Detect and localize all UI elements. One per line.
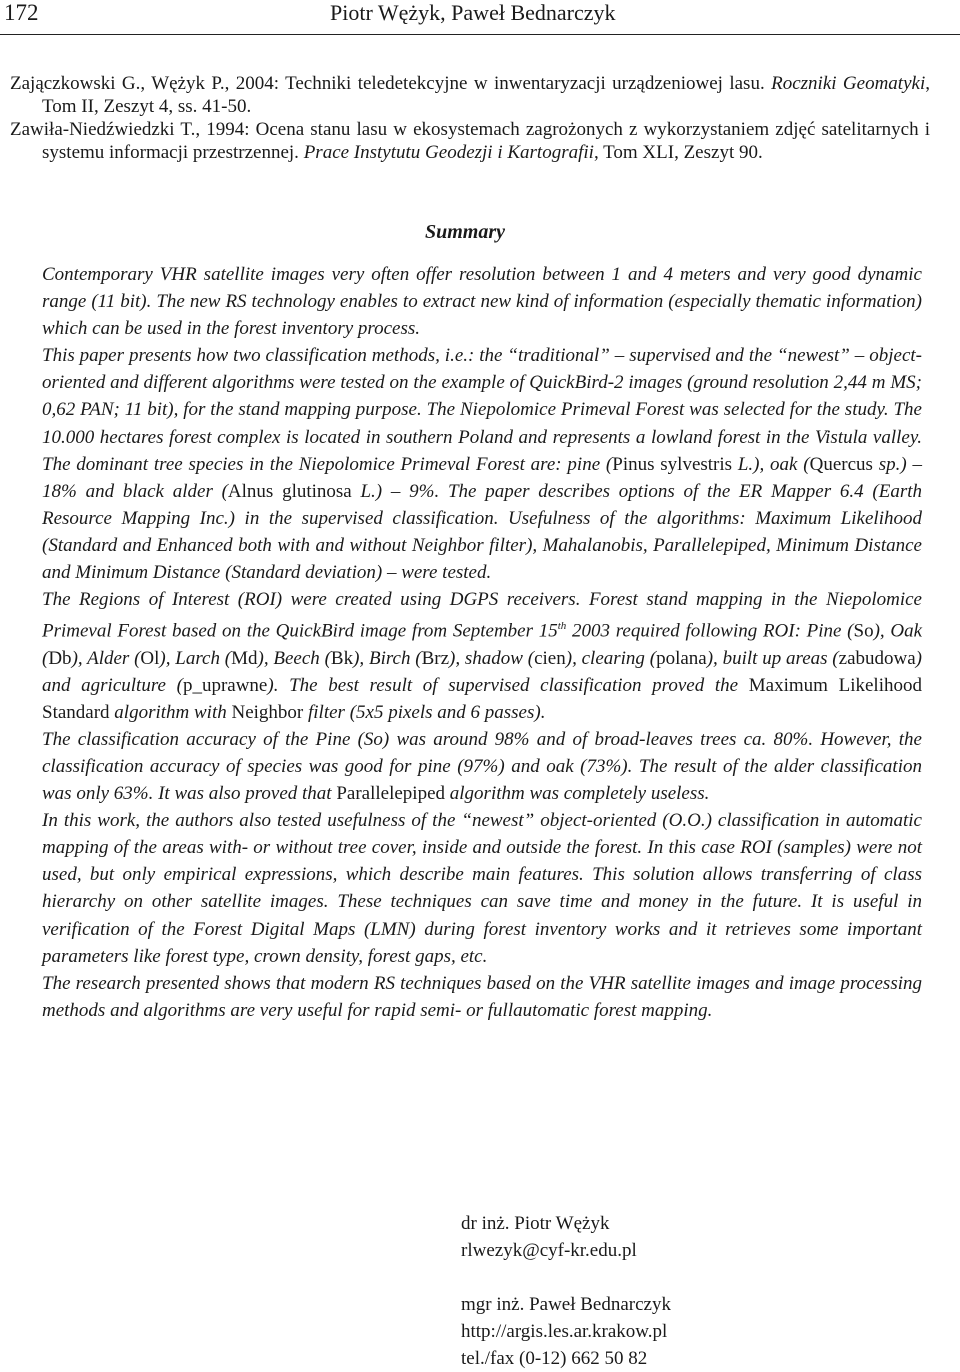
roi-code: zabudowa [838, 647, 916, 669]
species-name: Quercus [809, 453, 873, 475]
species-name: Pinus sylvestris [612, 453, 733, 475]
roi-code: So [853, 620, 874, 642]
summary-text: L.) – 9%. The paper describes options of the ER Mapper 6.4 (Earth Resource Mapping Inc.) in the supervised classification. Usefulness of the algorithms: Maximum Likelihood (Standard and Enhanced both with and without Neighbor filter), Mahalanobis, Parallelepiped, Minimum Distance and Minimum Distance (Standard deviation) – were tested. [42, 480, 922, 584]
summary-text: ), clearing ( [565, 647, 657, 669]
author-name: dr inż. Piotr Wężyk [461, 1213, 610, 1234]
reference-authors: Zawiła-Niedźwiedzki T. [10, 119, 196, 140]
summary-text: L.), oak ( [732, 453, 810, 475]
summary-text: filter (5x5 pixels and 6 passes). [303, 701, 546, 723]
roi-code: Md [231, 647, 258, 669]
summary-paragraph [42, 726, 922, 807]
page-header [0, 0, 960, 36]
summary-paragraph: In this work, the authors also tested usefulness of the “newest” object-oriented (O.O.) classification in automatic mapping of the areas with- or without tree cover, inside and outside the forest. In this case ROI (samples) were not used, but only empirical expressions, which describe main features. This solution allows transferring of class hierarchy on other satellite images. These techniques can save time and money in the future. It is useful in verification of the Forest Digital Maps (LMN) during forest inventory works and it retrieves some important parameters like forest type, crown density, forest gaps, etc. [42, 810, 922, 967]
reference-item [10, 72, 930, 118]
summary-body [42, 261, 922, 1024]
summary-text: The classification accuracy of the Pine (So) was around 98% and of broad-leaves trees ca. 80%. However, the classification accuracy of species was good for pine (97%) and oak (73%). The result of the alder classification was only 63%. It was also proved that [42, 728, 922, 805]
author-name: mgr inż. Paweł Bednarczyk [461, 1294, 671, 1315]
summary-text: 2003 required following ROI: Pine ( [566, 620, 854, 642]
superscript: th [557, 620, 567, 633]
summary-text: ), shadow ( [449, 647, 535, 669]
summary-text: ), Alder ( [71, 647, 141, 669]
roi-code: Brz [421, 647, 450, 669]
summary-text: ), Oak ( [42, 620, 923, 669]
header-rule [0, 34, 960, 35]
summary-text: sp.) – 18% and black alder ( [42, 453, 922, 502]
summary-text: The Regions of Interest (ROI) were created using DGPS receivers. Forest stand mapping in the Niepolomice Primeval Forest based on the QuickBird image from September 15 [42, 589, 922, 642]
author-affiliations [461, 1210, 671, 1372]
summary-paragraph: The research presented shows that modern RS techniques based on the VHR satellite images and image processing methods and algorithms are very useful for rapid semi- or fullautomatic forest mapping. [42, 972, 922, 1021]
author-url[interactable]: http://argis.les.ar.krakow.pl [461, 1321, 668, 1342]
summary-text: ), Larch ( [159, 647, 232, 669]
summary-paragraph [42, 342, 922, 586]
reference-authors: Zajączkowski G., Wężyk P. [10, 73, 225, 94]
summary-paragraph [42, 586, 922, 726]
author-email[interactable]: rlwezyk@cyf-kr.edu.pl [461, 1240, 637, 1261]
roi-code: Ol [140, 647, 160, 669]
summary-text: ), Beech ( [257, 647, 331, 669]
summary-text: algorithm with [109, 701, 232, 723]
reference-details: , 2004: Techniki teledetekcyjne w inwentaryzacji urządzeniowej lasu. [224, 73, 772, 94]
reference-journal: Roczniki Geomatyki [771, 73, 926, 94]
running-title: Piotr Wężyk, Paweł Bednarczyk [330, 0, 616, 25]
summary-text: ) and agriculture ( [42, 647, 922, 696]
species-name: Alnus glutinosa [227, 480, 352, 502]
roi-code: p_uprawne [182, 674, 268, 696]
reference-item [10, 118, 930, 164]
algorithm-name: Parallelepiped [336, 783, 446, 805]
summary-text: algorithm was completely useless. [445, 783, 710, 805]
roi-code: cien [534, 647, 566, 669]
roi-code: Bk [330, 647, 354, 669]
spacer [461, 1264, 671, 1291]
reference-tail: , Tom XLI, Zeszyt 90. [593, 142, 763, 163]
summary-text: ), built up areas ( [706, 647, 839, 669]
algorithm-name: Maximum Likelihood Standard [42, 674, 922, 723]
summary-heading: Summary [424, 221, 506, 243]
page-number: 172 [4, 0, 39, 25]
roi-code: polana [656, 647, 707, 669]
summary-text: ), Birch ( [353, 647, 422, 669]
summary-text: This paper presents how two classification methods, i.e.: the “traditional” – supervised and the “newest” – object-oriented and different algorithms were tested on the example of QuickBird-2 images (ground resolution 2,44 m MS; 0,62 PAN; 11 bit), for the stand mapping purpose. The Niepolomice Primeval Forest was selected for the study. The 10.000 hectares forest complex is located in southern Poland and represents a lowland forest in the Vistula valley. The dominant tree species in the Niepolomice Primeval Forest are: pine ( [42, 345, 922, 475]
summary-text: ). The best result of supervised classification proved the [267, 674, 749, 696]
author-phone: tel./fax (0-12) 662 50 82 [461, 1348, 648, 1369]
references [10, 72, 930, 164]
reference-tail: , Tom II, Zeszyt 4, ss. 41-50. [42, 73, 930, 117]
summary-paragraph: Contemporary VHR satellite images very often offer resolution between 1 and 4 meters and very good dynamic range (11 bit). The new RS technology enables to extract new kind of information (especially thematic information) which can be used in the forest inventory process. [42, 264, 922, 340]
algorithm-name: Neighbor [231, 701, 304, 723]
reference-details: , 1994: Ocena stanu lasu w ekosystemach zagrożonych z wykorzystaniem zdjęć satelitarnych i systemu informacji przestrzennej. [42, 119, 930, 163]
reference-journal: Prace Instytutu Geodezji i Kartografii [303, 142, 594, 163]
roi-code: Db [48, 647, 72, 669]
